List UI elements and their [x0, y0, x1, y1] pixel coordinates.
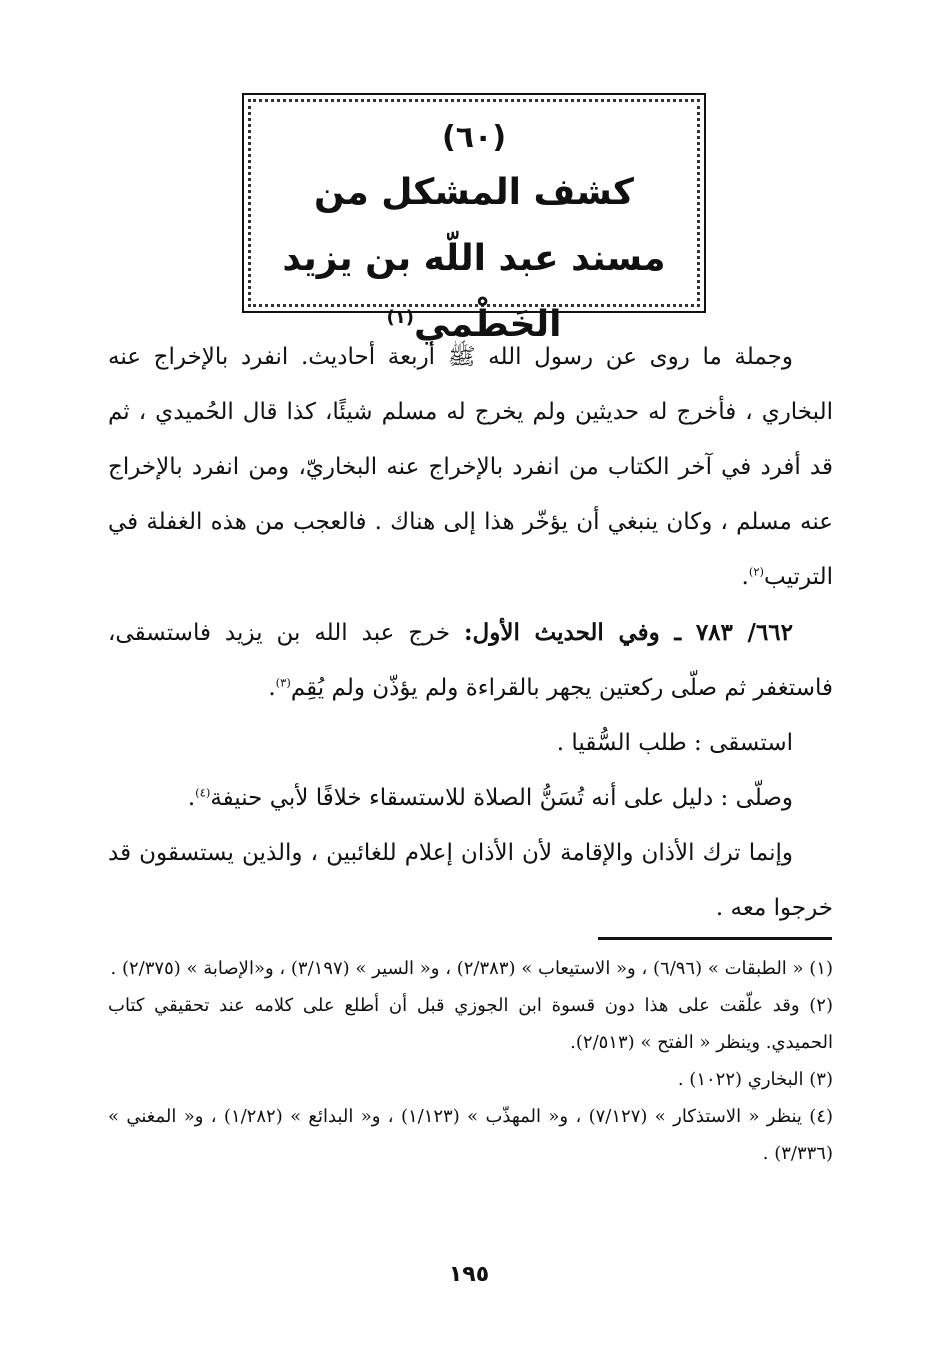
salla-text: وصلّى : دليل على أنه تُسَنُّ الصلاة للاستسقاء خلافًا لأبي حنيفة [210, 785, 793, 811]
footnote-3: (٣) البخاري (١٠٢٢) . [677, 1069, 833, 1090]
hadith-end: . [268, 675, 276, 701]
hadith-paragraph [108, 605, 833, 716]
intro-paragraph [108, 330, 833, 605]
intro-end: . [741, 564, 749, 590]
footnotes [108, 950, 833, 1172]
chapter-title-frame-inner [248, 99, 700, 345]
footnote-ref-2: (٢) [748, 564, 765, 579]
chapter-title-line-1: كشف المشكل من [314, 172, 634, 213]
explanation-salla [108, 771, 833, 826]
chapter-title-text: مسند عبد اللّه بن يزيد الخَطْمي [282, 238, 666, 345]
explanation-istasqa: استسقى : طلب السُّقيا . [556, 730, 793, 756]
hadith-number: ٦٦٢/ ٧٨٣ ـ وفي الحديث الأول: [464, 619, 793, 646]
footnote-1: (١) « الطبقات » (٦/٩٦) ، و« الاستيعاب » (٢/٣٨٣) ، و« السير » (٣/١٩٧) ، و«الإصابة » (٢/٣٧٥) . [110, 958, 833, 979]
explanation-adhan: وإنما ترك الأذان والإقامة لأن الأذان إعلام للغائبين ، والذين يستسقون قد خرجوا معه . [108, 840, 833, 921]
page-number: ١٩٥ [448, 1262, 490, 1287]
chapter-title-frame [242, 93, 706, 345]
salla-end: . [187, 785, 196, 811]
footnote-ref-4: (٤) [195, 785, 211, 800]
footnote-4: (٤) ينظر « الاستذكار » (٧/١٢٧) ، و« المهذّب » (١/١٢٣) ، و« البدائع » (١/٢٨٢) ، و« المغني » (٣/٣٣٦) . [108, 1106, 834, 1164]
footnote-divider [598, 937, 832, 940]
footnote-2: (٢) وقد علّقت على هذا دون قسوة ابن الجوزي قبل أن أطلع على كلامه عند تحقيقي كتاب الحميدي. وينظر « الفتح » (٢/٥١٣). [108, 995, 833, 1053]
hadith-text: خرج عبد الله بن يزيد فاستسقى، فاستغفر ثم صلّى ركعتين يجهر بالقراءة ولم يؤذّن ولم يُقِم [108, 620, 833, 701]
intro-text: وجملة ما روى عن رسول الله ﷺ أربعة أحاديث. انفرد بالإخراج عنه البخاري ، فأخرج له حديثين ولم يخرج له مسلم شيئًا، كذا قال الحُميدي ، ثم قد أفرد في آخر الكتاب من انفرد بالإخراج عنه البخاريّ، ومن انفرد بالإخراج عنه مسلم ، وكان ينبغي أن يؤخّر هذا إلى هناك . فالعجب من هذه الغفلة في الترتيب [108, 344, 833, 590]
chapter-number: (٦٠) [441, 120, 507, 155]
footnote-ref-3: (٣) [275, 675, 291, 690]
main-text [108, 330, 833, 936]
footnote-ref-1: (١) [386, 307, 415, 328]
